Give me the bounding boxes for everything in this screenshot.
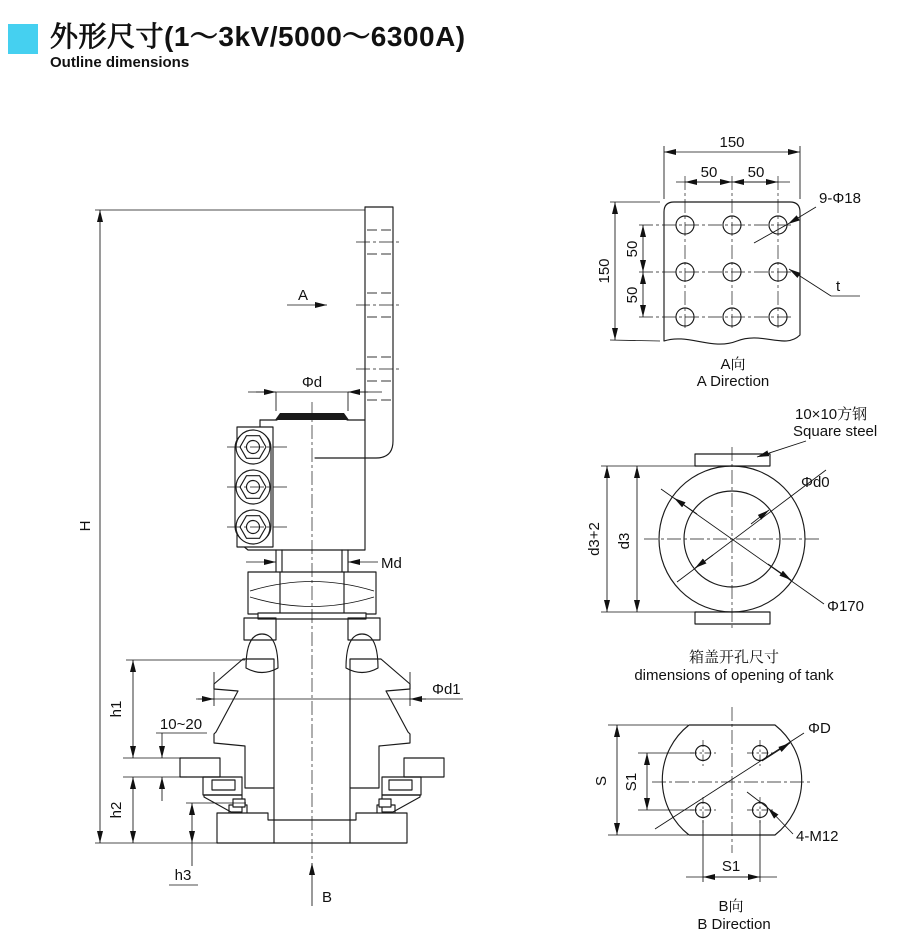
busbar-hole-marks	[367, 230, 391, 400]
dim-a-row2: 50	[624, 286, 641, 304]
square-steel-bar-bottom	[695, 612, 770, 624]
dim-d3plus2: d3+2	[586, 522, 603, 556]
stem-and-nut	[248, 550, 376, 619]
dim-label-H: H	[77, 520, 94, 532]
label-square-steel-en: Square steel	[793, 423, 878, 440]
label-phi-d0: Φd0	[801, 474, 830, 491]
view-tank-dimensions	[586, 406, 877, 615]
page-title: 外形尺寸(1～3kV/5000～6300A)	[50, 21, 466, 52]
view-a-direction	[596, 134, 861, 390]
clamp-bolts	[227, 430, 289, 544]
dim-label-phi-d1: Φd1	[432, 681, 461, 698]
label-4-M12: 4-M12	[796, 828, 839, 845]
dim-S1-vertical: S1	[623, 772, 640, 792]
gland-cap-left	[244, 618, 276, 640]
view-a-arrow-label: A	[297, 287, 309, 304]
dim-a-width: 150	[719, 134, 745, 151]
dim-a-height: 150	[596, 258, 613, 284]
flange-holes	[690, 740, 773, 823]
view-b-arrow-label: B	[322, 889, 333, 906]
label-phi170: Φ170	[827, 598, 864, 615]
caption-tank-cn: 箱盖开孔尺寸	[688, 649, 780, 666]
dim-a-col1: 50	[700, 164, 718, 181]
dim-a-row1: 50	[624, 240, 641, 258]
dim-label-h1: h1	[108, 700, 125, 718]
view-a-dimensions	[596, 134, 861, 341]
dim-label-h3: h3	[174, 867, 192, 884]
label-holes-9-phi18: 9-Φ18	[819, 190, 861, 207]
main-dimensions	[77, 210, 463, 906]
caption-b-en: B Direction	[697, 916, 771, 933]
dim-a-col2: 50	[747, 164, 765, 181]
gland-cap-right	[348, 618, 380, 640]
caption-a-cn: A向	[720, 356, 746, 373]
view-b-direction	[593, 707, 839, 933]
terminal-plate-holes	[676, 216, 787, 326]
conductor-head	[227, 413, 365, 550]
dim-d3: d3	[616, 532, 633, 550]
dim-label-gap: 10~20	[159, 716, 203, 733]
dim-S1-horizontal: S1	[721, 858, 741, 875]
label-square-steel-cn: 10×10方钢	[795, 406, 868, 423]
caption-b-cn: B向	[718, 898, 744, 915]
view-b-dimensions	[593, 720, 839, 882]
label-thickness-t: t	[836, 278, 841, 295]
square-steel-bar-top	[695, 454, 770, 466]
page-subtitle: Outline dimensions	[50, 54, 190, 72]
dim-label-h2: h2	[108, 801, 125, 819]
dim-label-Md: Md	[381, 555, 402, 572]
caption-a-en: A Direction	[696, 373, 770, 390]
bushing-section-view	[77, 207, 463, 906]
label-phi-D: ΦD	[808, 720, 831, 737]
view-tank-opening	[586, 406, 877, 684]
busbar-terminal	[315, 207, 402, 550]
dim-label-phi-d: Φd	[301, 374, 323, 391]
caption-tank-en: dimensions of opening of tank	[634, 667, 834, 684]
dim-S: S	[593, 775, 610, 787]
